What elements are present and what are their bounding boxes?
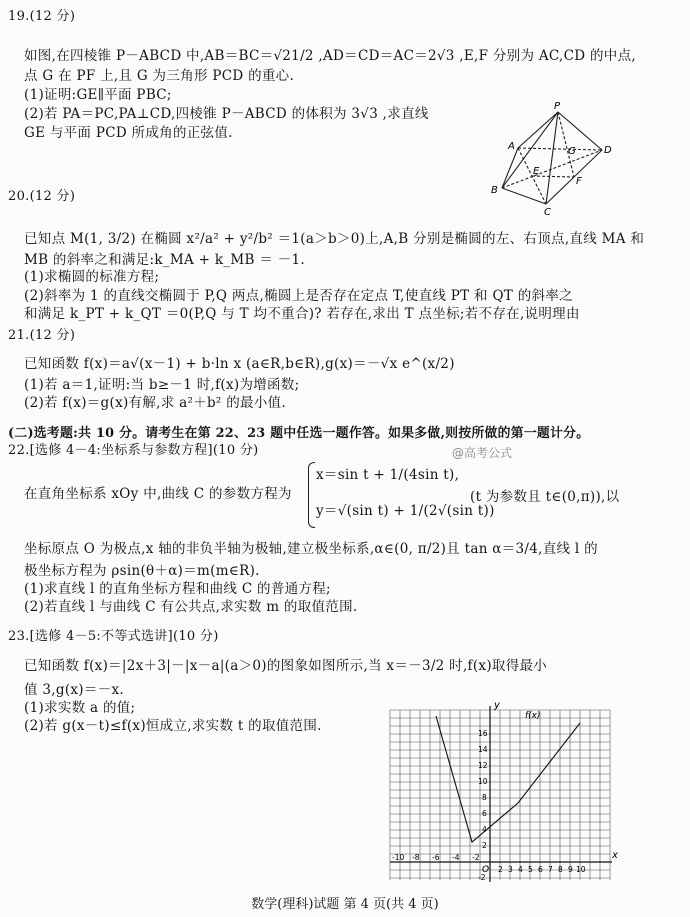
q19-line1: 如图,在四棱锥 P－ABCD 中,AB＝BC＝√21/2 ,AD＝CD＝AC＝2√3 ,E,F 分别为 AC,CD 的中点, <box>24 48 636 64</box>
q22-eq-x: x＝sin t + 1/(4sin t), <box>316 467 460 483</box>
x-axis-label: x <box>612 850 618 861</box>
q19-line2: 点 G 在 PF 上,且 G 为三角形 PCD 的重心. <box>24 68 295 84</box>
watermark: @高考公式 <box>452 446 513 460</box>
y-axis-label: y <box>494 700 500 711</box>
y-tick-label: 12 <box>478 761 488 770</box>
q22-header: 22.[选修 4－4:坐标系与参数方程](10 分) <box>8 443 259 458</box>
x-tick-label: 9 <box>568 865 573 874</box>
pyramid-label: F <box>576 176 582 187</box>
q19-header: 19.(12 分) <box>8 9 76 24</box>
q22-line1-post: (t 为参数且 t∈(0,π)),以 <box>470 489 620 505</box>
y-tick-label: 2 <box>482 841 487 850</box>
q20-part2a: (2)斜率为 1 的直线交椭圆于 P,Q 两点,椭圆上是否存在定点 T,使直线 PT 和 QT 的斜率之 <box>24 288 573 304</box>
section-heading: (二)选考题:共 10 分。请考生在第 22、23 题中任选一题作答。如果多做,则按所做的第一题计分。 <box>8 426 590 441</box>
pyramid-label: A <box>508 141 515 152</box>
pyramid-label: D <box>604 145 612 156</box>
pyramid-label: E <box>533 166 540 177</box>
q21-line1: 已知函数 f(x)＝a√(x－1) + b·ln x (a∈R,b∈R),g(x)＝－√x e^(x/2) <box>24 356 455 372</box>
y-tick-label: -2 <box>478 873 486 882</box>
y-tick-label: 10 <box>478 777 488 786</box>
q23-line2: 值 3,g(x)＝－x. <box>24 682 124 698</box>
q22-part1: (1)求直线 l 的直角坐标方程和曲线 C 的普通方程; <box>24 581 331 597</box>
function-graph <box>380 700 620 885</box>
q21-header: 21.(12 分) <box>8 328 76 343</box>
x-tick-label: -10 <box>392 853 405 862</box>
q22-part2: (2)若直线 l 与曲线 C 有公共点,求实数 m 的取值范围. <box>24 599 358 615</box>
q22-eq-y: y＝√(sin t) + 1/(2√(sin t)) <box>316 503 495 519</box>
q21-part2: (2)若 f(x)＝g(x)有解,求 a²＋b² 的最小值. <box>24 395 287 411</box>
x-tick-label: 2 <box>498 865 503 874</box>
x-tick-label: 7 <box>548 865 553 874</box>
pyramid-label: B <box>491 185 498 196</box>
graph-grid <box>390 710 610 880</box>
param-brace <box>308 462 315 528</box>
page-footer: 数学(理科)试题 第 4 页(共 4 页) <box>251 897 439 912</box>
q23-part1: (1)求实数 a 的值; <box>24 700 136 716</box>
x-tick-label: -6 <box>432 853 440 862</box>
x-tick-label: 3 <box>508 865 513 874</box>
origin-label: O <box>482 865 490 875</box>
pyramid-figure <box>488 100 623 218</box>
x-tick-label: -8 <box>412 853 420 862</box>
y-tick-label: 16 <box>478 729 488 738</box>
q19-part2b: GE 与平面 PCD 所成角的正弦值. <box>24 125 233 141</box>
q20-header: 20.(12 分) <box>8 189 76 204</box>
y-tick-label: 14 <box>478 745 488 754</box>
y-tick-label: 6 <box>482 809 487 818</box>
pyramid-label: G <box>568 146 576 157</box>
x-tick-label: 8 <box>558 865 563 874</box>
x-tick-label: 4 <box>518 865 523 874</box>
q19-part2a: (2)若 PA＝PC,PA⊥CD,四棱锥 P－ABCD 的体积为 3√3 ,求直线 <box>24 106 429 122</box>
q22-line1-pre: 在直角坐标系 xOy 中,曲线 C 的参数方程为 <box>24 486 292 502</box>
q23-part2: (2)若 g(x－t)≤f(x)恒成立,求实数 t 的取值范围. <box>24 718 322 734</box>
q19-part1: (1)证明:GE∥平面 PBC; <box>24 87 172 103</box>
q20-line1: 已知点 M(1, 3/2) 在椭圆 x²/a² + y²/b² ＝1(a＞b＞0)上,A,B 分别是椭圆的左、右顶点,直线 MA 和 <box>24 231 645 247</box>
pyramid-label: C <box>544 207 551 218</box>
x-tick-label: 5 <box>528 865 533 874</box>
pyramid-label: P <box>554 101 561 112</box>
q20-line2: MB 的斜率之和满足:k_MA + k_MB ＝ －1. <box>24 252 306 268</box>
q23-header: 23.[选修 4－5:不等式选讲](10 分) <box>8 629 219 644</box>
q22-line2: 坐标原点 O 为极点,x 轴的非负半轴为极轴,建立极坐标系,α∈(0, π/2)且 tan α＝3/4,直线 l 的 <box>24 541 598 557</box>
q20-part1: (1)求椭圆的标准方程; <box>24 269 160 285</box>
x-tick-label: 10 <box>576 865 586 874</box>
y-tick-label: 4 <box>482 825 487 834</box>
x-tick-label: -2 <box>472 853 480 862</box>
curve-label: f(x) <box>525 711 541 721</box>
x-tick-label: 6 <box>538 865 543 874</box>
x-tick-label: -4 <box>452 853 460 862</box>
q22-line3: 极坐标方程为 ρsin(θ＋α)＝m(m∈R). <box>24 563 260 579</box>
q23-line1: 已知函数 f(x)＝|2x＋3|－|x－a|(a＞0)的图象如图所示,当 x＝－3/2 时,f(x)取得最小 <box>24 658 548 674</box>
y-tick-label: 8 <box>482 793 487 802</box>
q20-part2b: 和满足 k_PT + k_QT ＝0(P,Q 与 T 均不重合)? 若存在,求出 T 点坐标;若不存在,说明理由 <box>24 306 580 322</box>
f-curve <box>436 716 580 842</box>
q21-part1: (1)若 a＝1,证明:当 b≥－1 时,f(x)为增函数; <box>24 377 300 393</box>
